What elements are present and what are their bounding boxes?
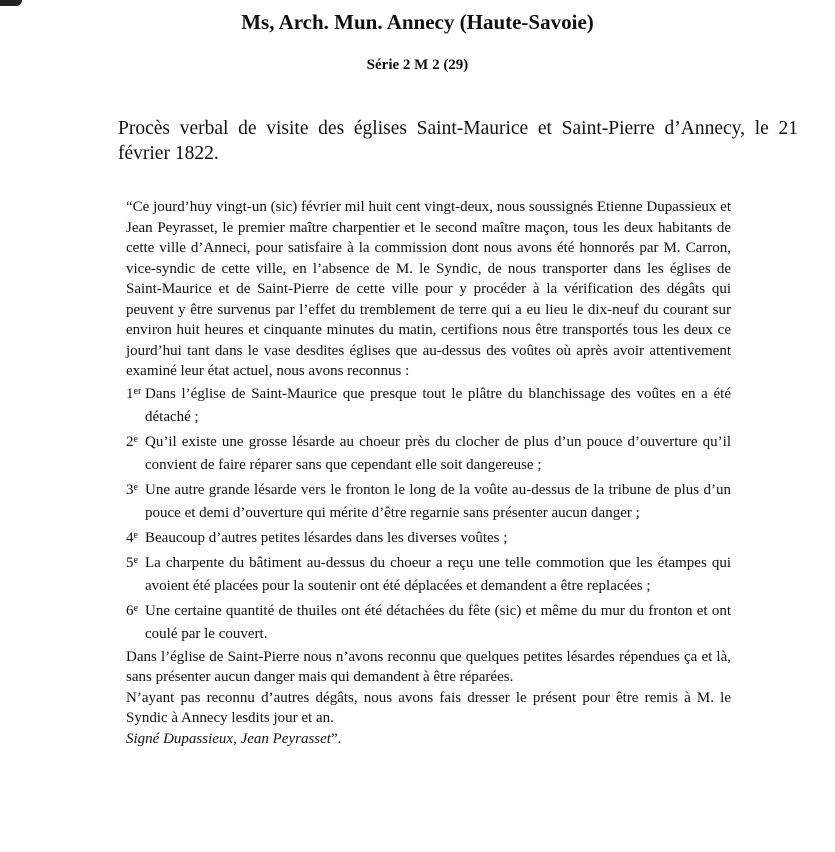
finding-item: 4e Beaucoup d’autres petites lésardes dans les diverses voûtes ;	[126, 529, 508, 546]
signature: Signé Dupassieux, Jean Peyrasset	[126, 730, 331, 747]
finding-item: 1er Dans l’église de Saint-Maurice que presque tout le plâtre du blanchissage des voûtes en a été détaché ;	[126, 385, 731, 425]
findings-list	[126, 383, 731, 646]
quote-end: ”.	[330, 730, 342, 747]
signature-line	[126, 729, 731, 750]
intro-paragraph: Procès verbal de visite des églises Saint-Maurice et Saint-Pierre d’Annecy, le 21 février 1822.	[118, 118, 798, 164]
saint-pierre-paragraph: Dans l’église de Saint-Pierre nous n’avons reconnu que quelques petites lésardes répendues ça et là, sans présenter aucun danger mais qui demandent à être réparées.	[126, 648, 731, 685]
finding-item: 3e Une autre grande lésarde vers le fronton le long de la voûte au-dessus de la tribune de plus d’un pouce et demi d’ouverture qui mérite d’être regarnie sans présenter aucun danger ;	[126, 481, 731, 521]
document-title: Ms, Arch. Mun. Annecy (Haute-Savoie)	[241, 10, 594, 34]
scan-mark	[0, 0, 22, 6]
finding-item: 2e Qu’il existe une grosse lésarde au choeur près du clocher de plus d’un pouce d’ouverture qu’il convient de faire réparer sans que cependant elle soit dangereuse ;	[126, 433, 731, 473]
finding-item: 5e La charpente du bâtiment au-dessus du choeur a reçu une telle commotion que les étampes qui avoient été placées pour la soutenir ont été déplacées et demandent a être replacées ;	[126, 554, 731, 594]
quoted-report	[126, 197, 731, 749]
report-opening: “Ce jourd’huy vingt-un (sic) février mil huit cent vingt-deux, nous soussignés Etienne Dupassieux et Jean Peyrasset, le premier maître charpentier et le second maître maçon, tous les deux habitants de cette ville d’Anneci, pour satisfaire à la commission dont nous avons été honnorés par M. Carron, vice-syndic de cette ville, en l’absence de M. le Syndic, de nous transporter dans les églises de Saint-Maurice et de Saint-Pierre de cette ville pour y procéder à la vérification des dégâts qui peuvent y être survenus par l’effet du tremblement de terre qui a eu lieu le dix-neuf du courant sur environ huit heures et cinquante minutes du matin, certifions nous être transportés tous les deux ce jourd’hui tant dans le vase desdites églises que au-dessus des voûtes où après avoir attentivement examiné leur état actuel, nous avons reconnus :	[126, 199, 731, 379]
closing-paragraph: N’ayant pas reconnu d’autres dégâts, nous avons fais dresser le présent pour être remis à M. le Syndic à Annecy lesdits jour et an.	[126, 689, 731, 726]
archive-series: Série 2 M 2 (29)	[366, 57, 469, 73]
finding-item: 6e Une certaine quantité de thuiles ont été détachées du fête (sic) et même du mur du fronton et ont coulé par le couvert.	[126, 602, 731, 642]
